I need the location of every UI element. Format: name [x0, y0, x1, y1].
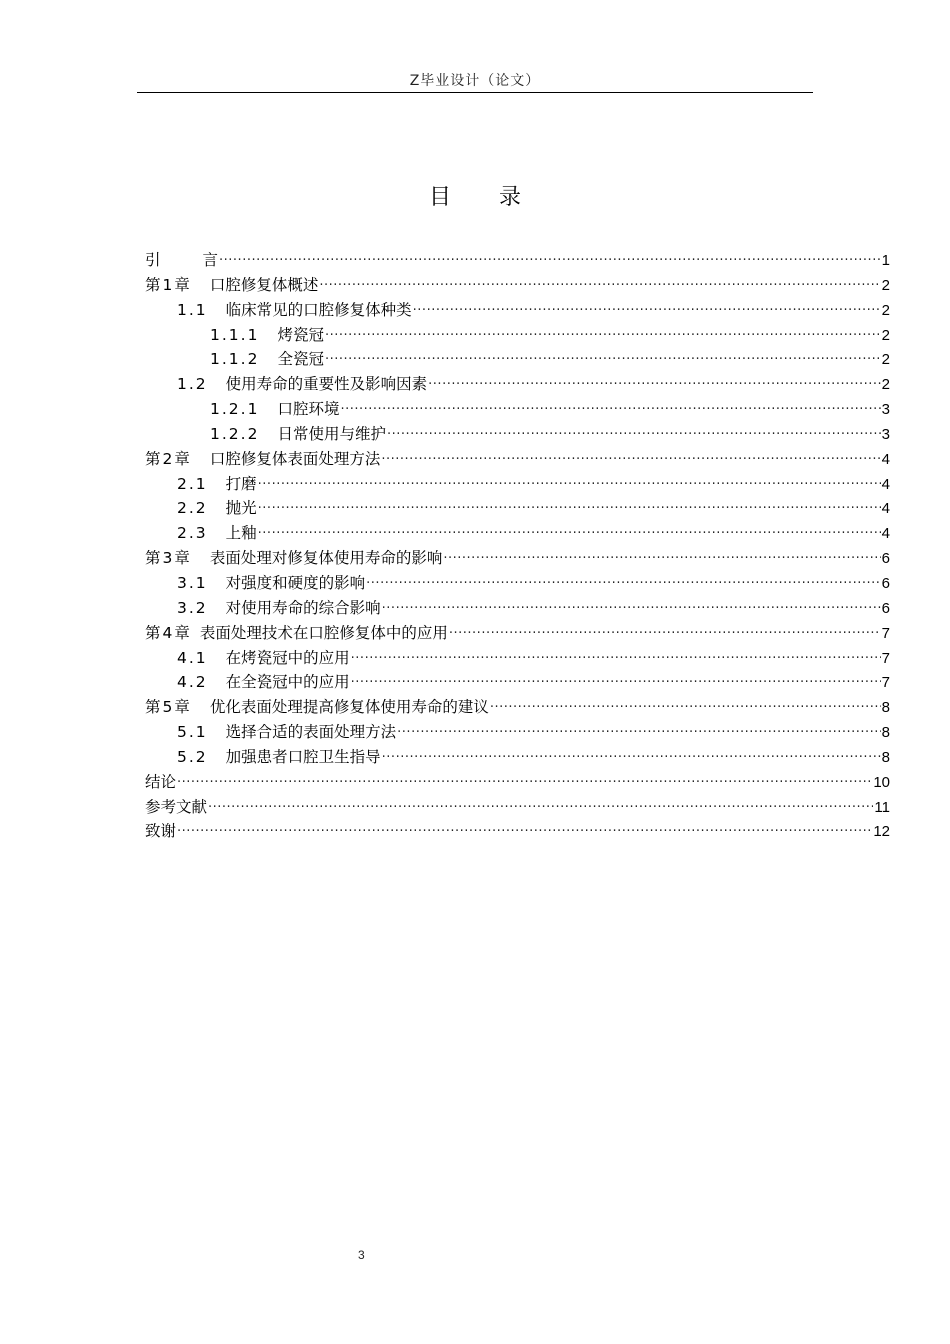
dot-leader — [382, 593, 881, 613]
toc-entry-label: 致谢 — [145, 822, 177, 841]
table-of-contents — [145, 245, 890, 841]
toc-entry-page: 2 — [881, 351, 890, 369]
toc-entry-number: 3.1 — [177, 573, 208, 592]
toc-entry-page: 1 — [881, 252, 890, 269]
toc-entry-label: 对强度和硬度的影响 — [225, 573, 366, 592]
toc-entry-title — [177, 298, 412, 322]
toc-entry[interactable] — [145, 444, 890, 469]
toc-entry[interactable] — [145, 320, 890, 345]
toc-entry[interactable] — [145, 419, 890, 444]
toc-entry-label: 在烤瓷冠中的应用 — [225, 648, 350, 667]
toc-entry-page: 3 — [881, 425, 890, 443]
dot-leader — [208, 792, 873, 812]
toc-entry-page: 4 — [881, 500, 890, 518]
toc-entry-label: 参考文献 — [145, 797, 208, 816]
toc-entry[interactable] — [145, 295, 890, 320]
dot-leader — [325, 320, 881, 340]
toc-entry-page: 8 — [881, 699, 890, 717]
toc-entry[interactable] — [145, 493, 890, 518]
toc-entry-page: 8 — [881, 724, 890, 742]
toc-entry-title — [145, 795, 207, 819]
toc-entry-page: 6 — [881, 574, 890, 592]
page-number: 3 — [358, 1248, 365, 1262]
dot-leader — [366, 568, 880, 588]
toc-entry-page: 11 — [874, 798, 890, 816]
dot-leader — [351, 667, 881, 687]
toc-entry-label: 选择合适的表面处理方法 — [225, 723, 397, 742]
toc-entry-page: 3 — [881, 401, 890, 419]
toc-entry-page: 2 — [881, 301, 890, 319]
toc-entry[interactable] — [145, 742, 890, 767]
toc-entry-label: 优化表面处理提高修复体使用寿命的建议 — [209, 698, 489, 717]
toc-entry-label: 口腔修复体表面处理方法 — [209, 449, 381, 468]
toc-entry-number: 1.1.2 — [210, 350, 260, 369]
toc-entry-label: 言 — [202, 251, 219, 269]
dot-leader — [258, 518, 881, 538]
toc-entry-title — [177, 571, 365, 595]
dot-leader — [258, 469, 881, 489]
toc-entry-number: 2.1 — [177, 474, 208, 493]
toc-entry-number: 4.1 — [177, 648, 208, 667]
toc-entry[interactable] — [145, 394, 890, 419]
toc-entry[interactable] — [145, 643, 890, 668]
toc-entry-label: 临床常见的口腔修复体种类 — [225, 300, 412, 319]
toc-entry-page: 7 — [881, 624, 890, 642]
toc-entry-page: 10 — [873, 773, 890, 791]
toc-entry-page: 2 — [881, 276, 890, 294]
toc-title-right: 录 — [499, 185, 522, 210]
toc-entry[interactable] — [145, 543, 890, 568]
toc-entry-label: 抛光 — [225, 499, 257, 518]
toc-entry-title — [210, 397, 339, 421]
toc-entry-page: 6 — [881, 599, 890, 617]
toc-entry[interactable] — [145, 270, 890, 295]
toc-entry-label: 在全瓷冠中的应用 — [225, 673, 350, 692]
dot-leader — [325, 344, 881, 364]
toc-entry-number: 5.2 — [177, 747, 208, 766]
toc-entry[interactable] — [145, 369, 890, 394]
toc-entry[interactable] — [145, 469, 890, 494]
toc-entry-title — [145, 546, 442, 570]
toc-entry-page: 4 — [881, 475, 890, 493]
toc-entry-title — [177, 372, 427, 396]
toc-entry-label: 使用寿命的重要性及影响因素 — [225, 375, 428, 394]
header-rule — [137, 92, 813, 93]
toc-entry-number: 2.2 — [177, 499, 208, 518]
toc-entry-label: 口腔环境 — [277, 400, 340, 419]
dot-leader — [319, 270, 880, 290]
toc-entry-number: 1.2 — [177, 375, 208, 394]
toc-entry[interactable] — [145, 518, 890, 543]
toc-entry-number: 1.1.1 — [210, 325, 260, 344]
toc-entry-title — [177, 472, 257, 496]
dot-leader — [382, 742, 881, 762]
toc-entry-title — [177, 496, 257, 520]
toc-entry-title — [177, 596, 381, 620]
toc-entry-title — [145, 273, 318, 297]
toc-entry-label: 烤瓷冠 — [277, 325, 324, 344]
toc-entry-label: 全瓷冠 — [277, 350, 324, 369]
toc-entry-number: 第3章 — [145, 549, 192, 568]
toc-entry-page: 4 — [881, 450, 890, 468]
dot-leader — [449, 618, 881, 638]
toc-entry-title — [145, 447, 380, 471]
dot-leader — [219, 245, 881, 265]
toc-entry-number: 1.1 — [177, 300, 208, 319]
toc-entry-title — [145, 695, 489, 719]
dot-leader — [340, 394, 880, 414]
toc-entry-number: 第5章 — [145, 698, 192, 717]
dot-leader — [381, 444, 880, 464]
toc-entry-page: 2 — [881, 376, 890, 394]
dot-leader — [351, 643, 881, 663]
running-header: Z毕业设计（论文） — [409, 73, 541, 89]
toc-entry-page: 8 — [881, 748, 890, 766]
toc-entry-page: 12 — [873, 823, 890, 841]
toc-entry-title — [210, 422, 386, 446]
dot-leader — [177, 816, 872, 836]
dot-leader — [428, 369, 880, 389]
toc-entry-number: 1.2.1 — [210, 400, 260, 419]
toc-entry[interactable] — [145, 667, 890, 692]
toc-entry[interactable] — [145, 792, 890, 817]
toc-entry-page: 7 — [881, 674, 890, 692]
dot-leader — [397, 717, 880, 737]
toc-entry-title — [210, 347, 324, 371]
toc-entry[interactable] — [145, 767, 890, 792]
toc-entry[interactable] — [145, 692, 890, 717]
toc-entry[interactable] — [145, 618, 890, 643]
toc-entry[interactable] — [145, 717, 890, 742]
toc-entry-number: 引 — [145, 251, 163, 269]
toc-entry-page: 7 — [881, 649, 890, 667]
toc-entry[interactable] — [145, 593, 890, 618]
toc-entry-label: 对使用寿命的综合影响 — [225, 598, 381, 617]
dot-leader — [177, 767, 872, 787]
toc-entry-label: 表面处理技术在口腔修复体中的应用 — [199, 623, 448, 642]
toc-entry-page: 4 — [881, 525, 890, 543]
toc-entry-title — [177, 646, 350, 670]
toc-entry-label: 日常使用与维护 — [277, 424, 386, 443]
toc-entry-title — [210, 323, 324, 347]
toc-entry-title — [145, 248, 218, 272]
toc-entry-label: 口腔修复体概述 — [209, 275, 319, 294]
toc-entry-title — [145, 621, 448, 645]
toc-entry-title — [145, 819, 176, 843]
toc-entry-title — [177, 745, 381, 769]
dot-leader — [258, 493, 881, 513]
toc-title-left: 目 — [428, 185, 451, 210]
toc-entry-number: 2.3 — [177, 524, 208, 543]
toc-entry[interactable] — [145, 344, 890, 369]
dot-leader — [443, 543, 880, 563]
toc-entry-label: 表面处理对修复体使用寿命的影响 — [209, 549, 443, 568]
toc-entry-label: 打磨 — [225, 474, 257, 493]
toc-entry-title — [177, 521, 257, 545]
toc-entry-title — [145, 770, 176, 794]
dot-leader — [490, 692, 881, 712]
dot-leader — [387, 419, 881, 439]
toc-entry-number: 4.2 — [177, 673, 208, 692]
toc-entry-number: 第2章 — [145, 449, 192, 468]
toc-entry-number: 5.1 — [177, 723, 208, 742]
toc-entry-label: 结论 — [145, 772, 177, 791]
toc-title — [0, 180, 950, 211]
toc-entry-page: 6 — [881, 550, 890, 568]
toc-entry-page: 2 — [881, 326, 890, 344]
toc-entry-label: 加强患者口腔卫生指导 — [225, 747, 381, 766]
toc-entry[interactable] — [145, 816, 890, 841]
toc-entry-label: 上釉 — [225, 524, 257, 543]
toc-entry-number: 3.2 — [177, 598, 208, 617]
dot-leader — [413, 295, 881, 315]
toc-entry-title — [177, 670, 350, 694]
toc-entry-title — [177, 720, 396, 744]
toc-entry-number: 1.2.2 — [210, 424, 260, 443]
toc-entry-number: 第1章 — [145, 275, 192, 294]
toc-entry[interactable] — [145, 245, 890, 270]
toc-entry-number: 第4章 — [145, 623, 192, 642]
toc-entry[interactable] — [145, 568, 890, 593]
